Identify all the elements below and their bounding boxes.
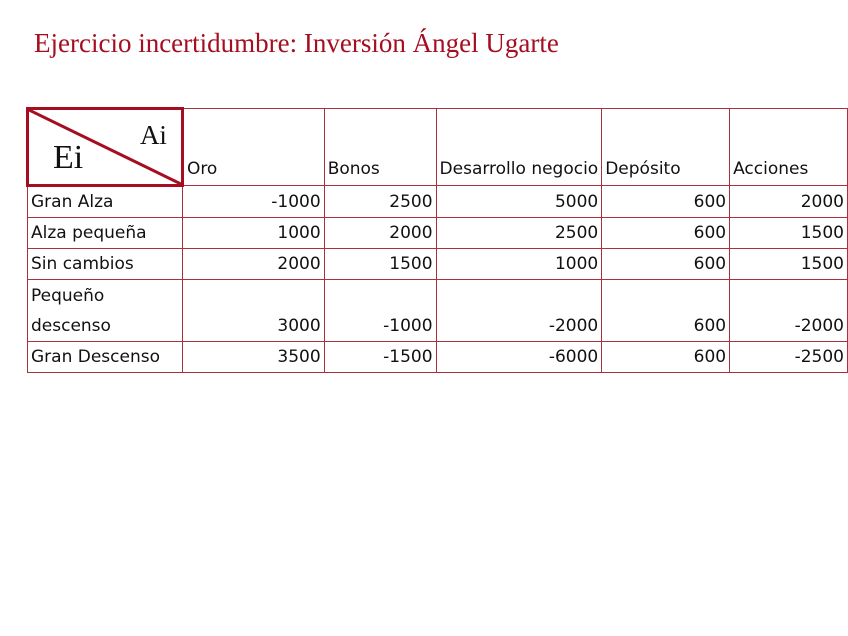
table-cell: 1500 [730,218,848,249]
table-cell: 1500 [730,249,848,280]
table-row [28,249,848,280]
table-cell: -1500 [324,342,436,373]
row-label: Alza pequeña [28,218,183,249]
table-cell: 2500 [324,186,436,218]
table-cell: 3000 [182,280,324,342]
table-row [28,218,848,249]
table-cell: 600 [602,186,730,218]
table-cell: 1000 [182,218,324,249]
table-cell: 2000 [324,218,436,249]
table-row [28,280,848,342]
row-label: Pequeño descenso [28,280,183,342]
corner-label-ai: Ai [139,120,167,150]
corner-label-ei: Ei [53,139,84,176]
row-label: Gran Alza [28,186,183,218]
table-cell: 5000 [436,186,602,218]
table-cell: 1500 [324,249,436,280]
column-header: Bonos [324,109,436,186]
table-cell: 1000 [436,249,602,280]
corner-cell [28,109,183,186]
table-cell: -2500 [730,342,848,373]
table-cell: 2000 [182,249,324,280]
column-header: Acciones [730,109,848,186]
row-label: Gran Descenso [28,342,183,373]
table-cell: -1000 [182,186,324,218]
table-cell: 600 [602,280,730,342]
column-header: Oro [182,109,324,186]
table-cell: -6000 [436,342,602,373]
column-header: Desarrollo negocio [436,109,602,186]
table-cell: 600 [602,218,730,249]
table-row [28,186,848,218]
table-cell: -2000 [436,280,602,342]
table-cell: 600 [602,342,730,373]
table-cell: 3500 [182,342,324,373]
row-label: Sin cambios [28,249,183,280]
table-header-row [28,109,848,186]
column-header: Depósito [602,109,730,186]
table-cell: 600 [602,249,730,280]
table-row [28,342,848,373]
table-cell: -2000 [730,280,848,342]
table-cell: 2000 [730,186,848,218]
table-cell: -1000 [324,280,436,342]
table-cell: 2500 [436,218,602,249]
page-title: Ejercicio incertidumbre: Inversión Ángel Ugarte [34,28,559,58]
payoff-table [26,107,848,373]
